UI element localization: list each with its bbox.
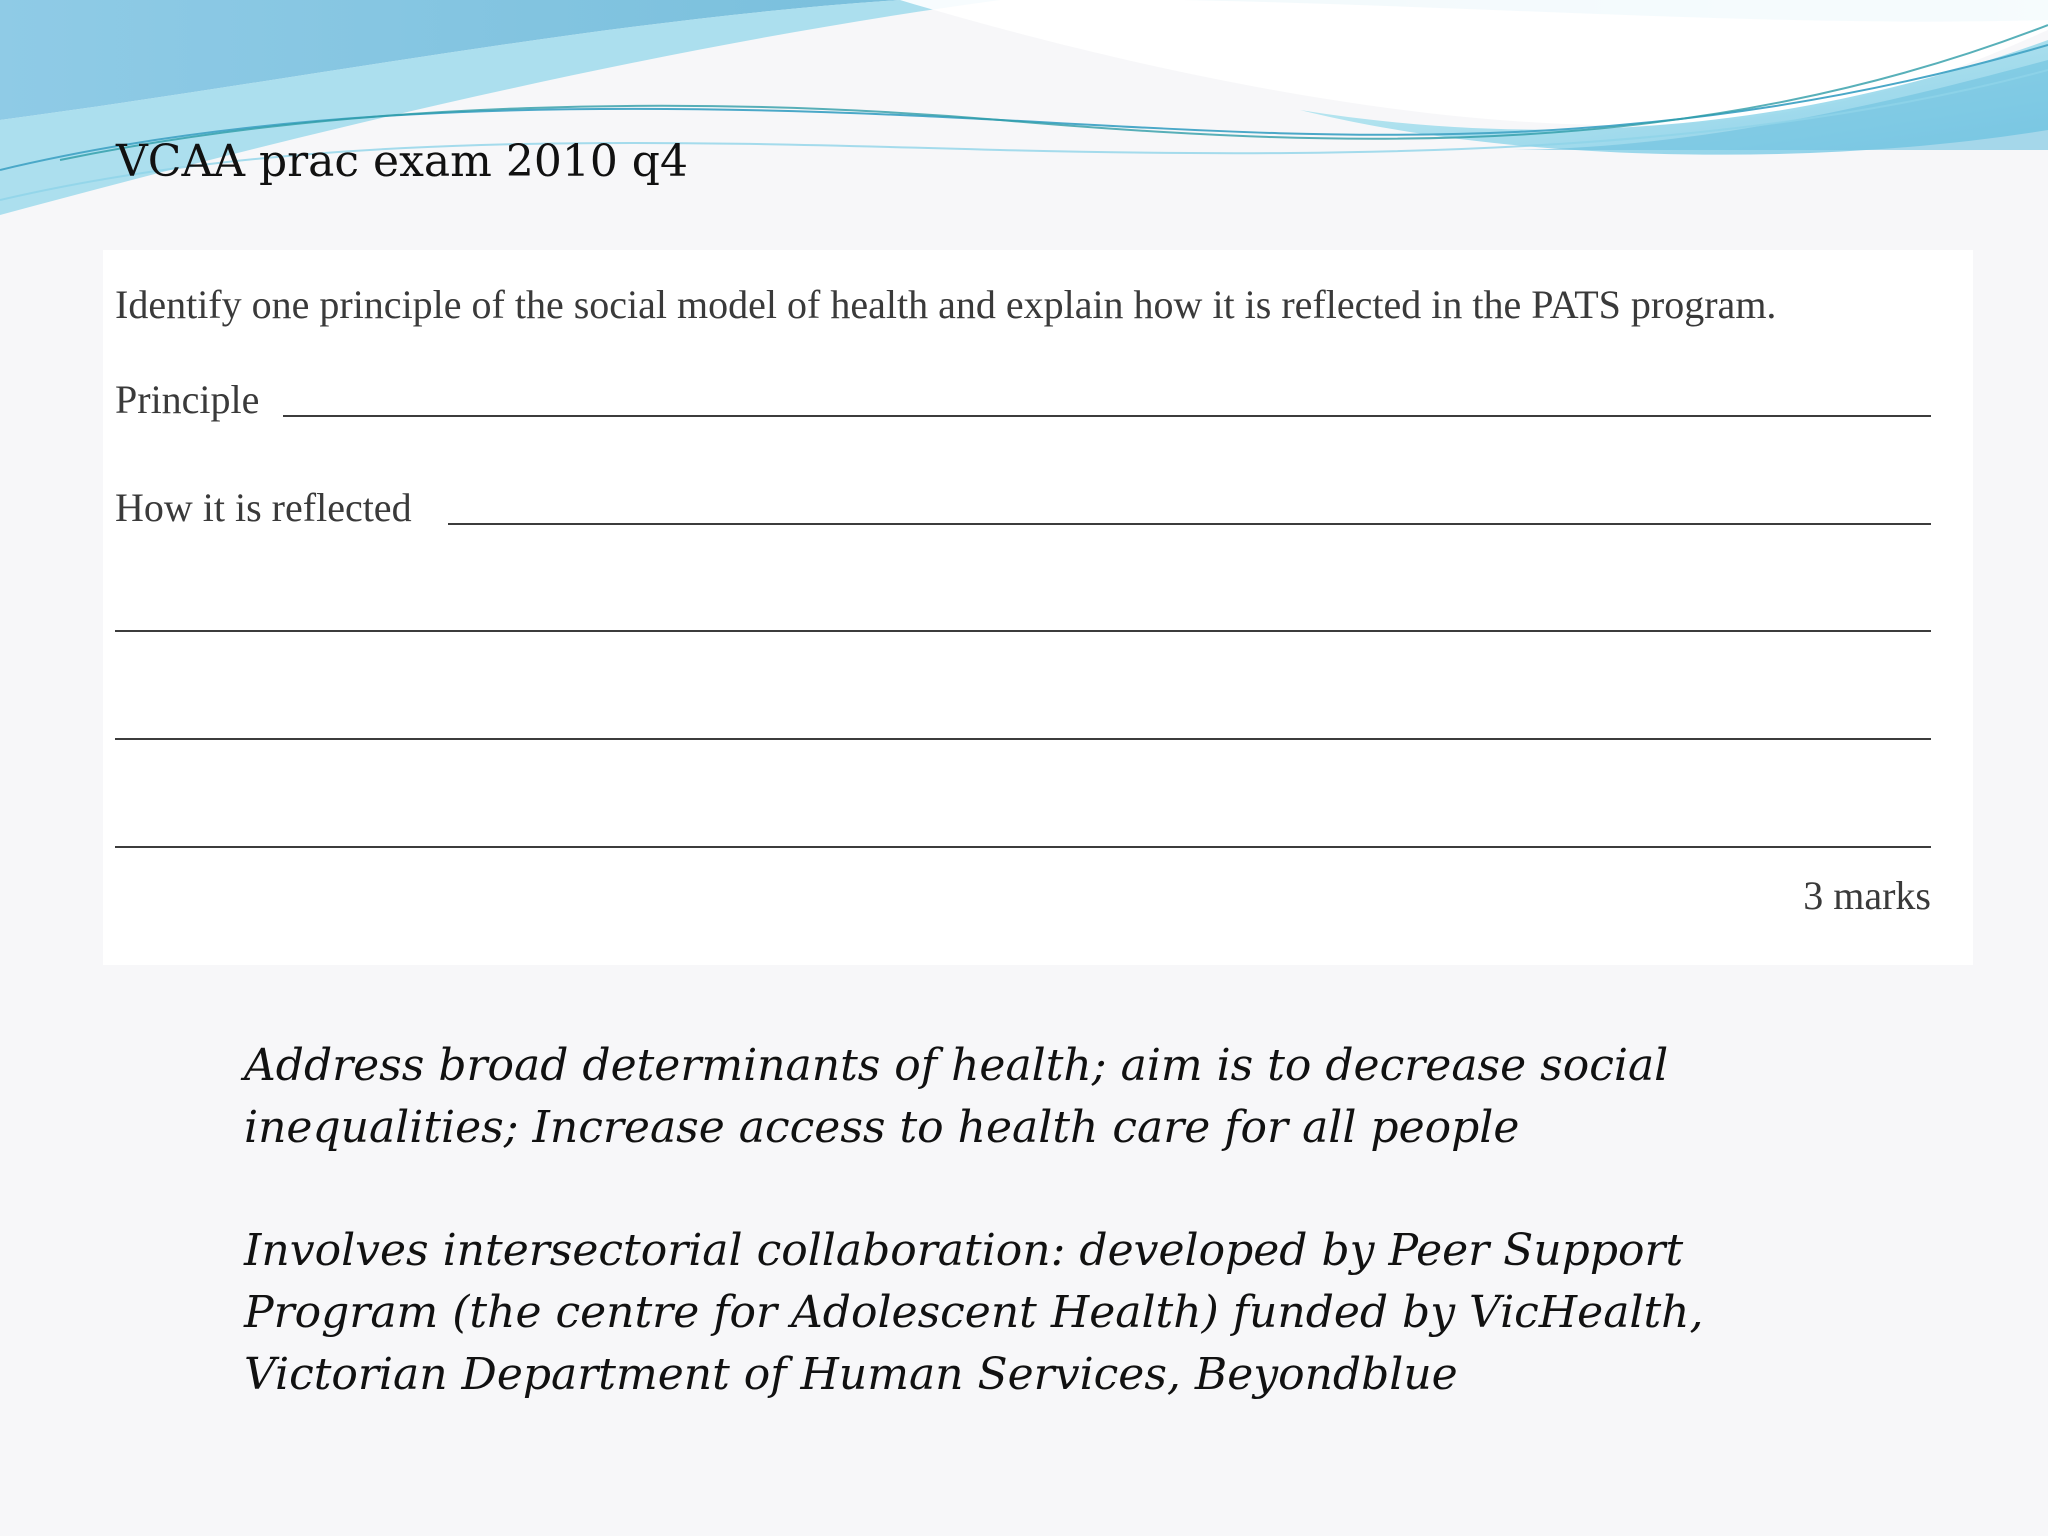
answer-text-2: Involves intersectorial collaboration: developed by Peer Support Program (the centre for Adolescent Health) funded by VicHealth, Victorian Department of Human Services, Beyondblue bbox=[244, 1225, 1704, 1400]
reflected-answer-line bbox=[448, 523, 1931, 525]
answer-line bbox=[115, 630, 1931, 632]
answer-line bbox=[115, 846, 1931, 848]
answer-line bbox=[115, 738, 1931, 740]
slide-title: VCAA prac exam 2010 q4 bbox=[116, 136, 688, 187]
exam-question-image bbox=[103, 250, 1973, 965]
marks-label: 3 marks bbox=[1803, 873, 1931, 918]
header-wave-decoration bbox=[0, 0, 2048, 240]
principle-answer-line bbox=[283, 415, 1931, 417]
question-prompt: Identify one principle of the social model of health and explain how it is reflected in the PATS program. bbox=[115, 282, 1777, 327]
answer-text-1: Address broad determinants of health; aim is to decrease social inequalities; Increase access to health care for all people bbox=[244, 1040, 1669, 1153]
reflected-label: How it is reflected bbox=[115, 485, 412, 530]
principle-label: Principle bbox=[115, 377, 260, 422]
